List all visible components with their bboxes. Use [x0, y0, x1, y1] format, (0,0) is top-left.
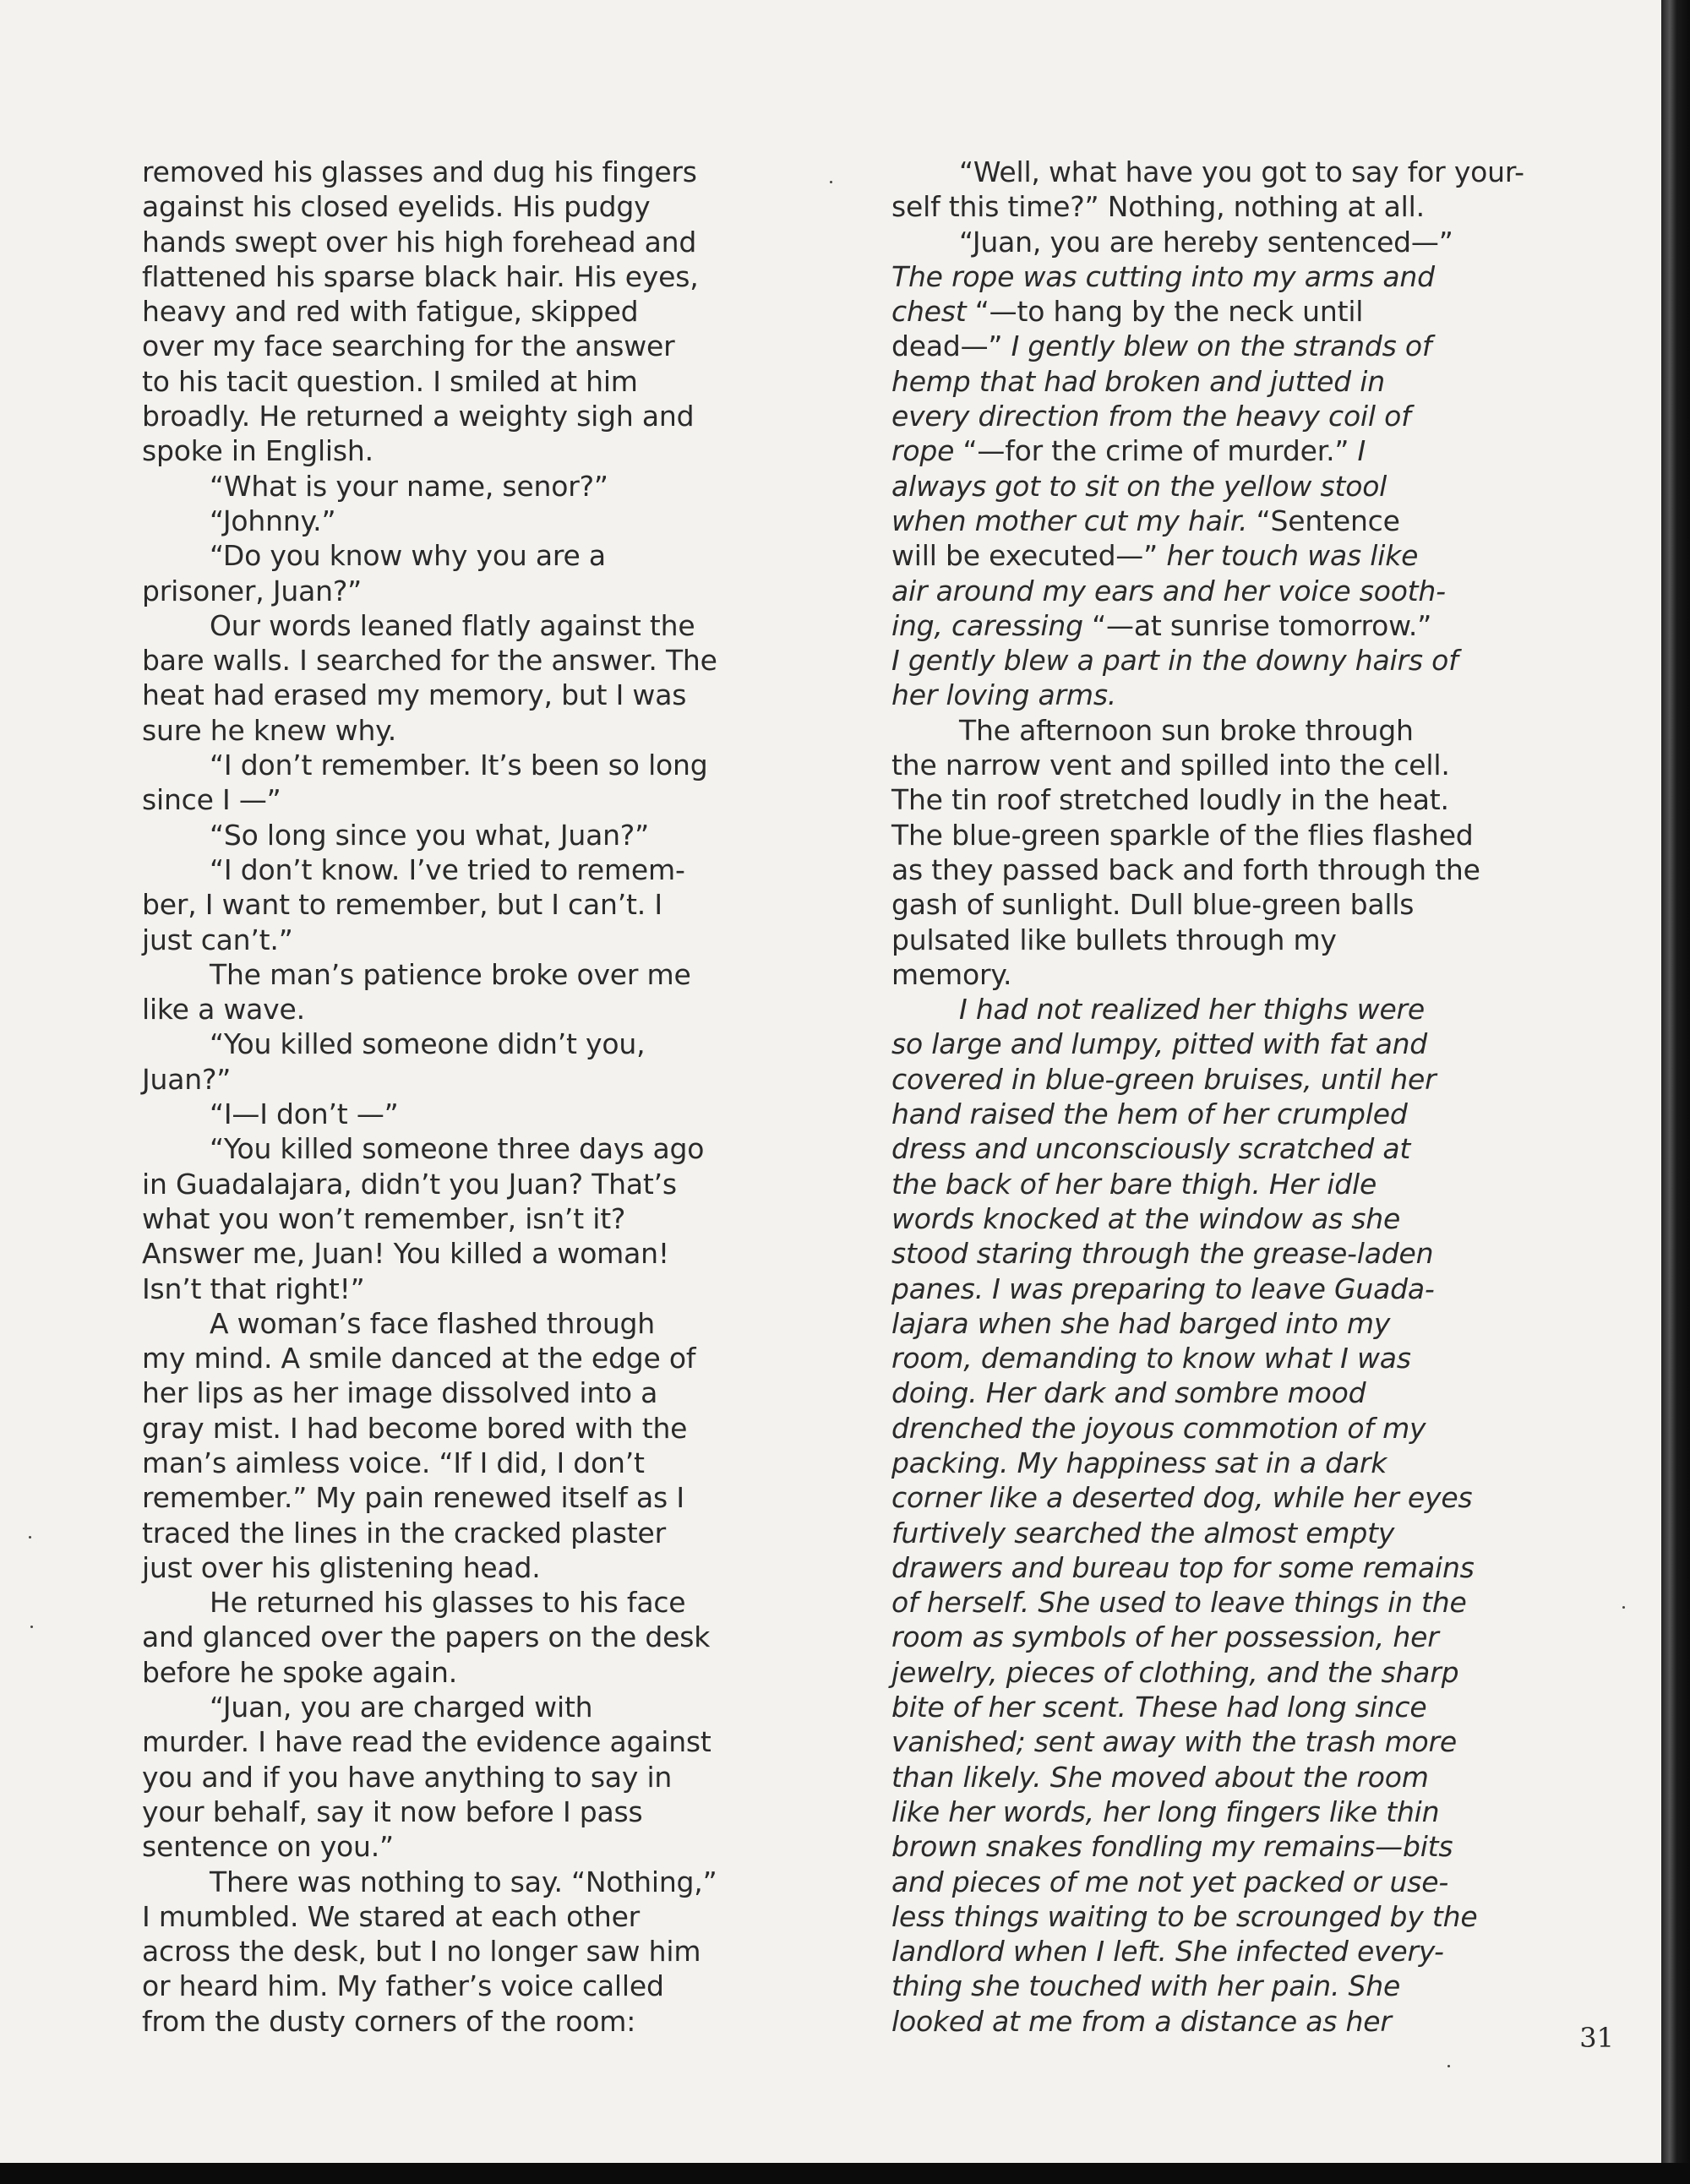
- text-line: [891, 992, 1534, 1027]
- italic-text-segment: words knocked at the window as she: [891, 1201, 1401, 1235]
- text-line: A woman’s face flashed through: [210, 1306, 655, 1340]
- text-segment: The afternoon sun broke through: [959, 713, 1414, 747]
- text-line: hands swept over his high forehead and: [142, 225, 697, 259]
- italic-text-segment: her loving arms.: [891, 678, 1117, 712]
- text-line: “What is your name, senor?”: [210, 469, 608, 503]
- italic-text-segment: her touch was like: [1166, 539, 1419, 573]
- text-line: [891, 1341, 1534, 1375]
- italic-text-segment: room as symbols of her possession, her: [891, 1620, 1439, 1654]
- text-line: [891, 1585, 1534, 1620]
- text-line: your behalf, say it now before I pass: [142, 1795, 643, 1828]
- italic-text-segment: jewelry, pieces of clothing, and the sharp: [891, 1655, 1459, 1689]
- text-line: what you won’t remember, isn’t it?: [142, 1201, 626, 1235]
- text-line: [891, 399, 1534, 433]
- italic-text-segment: corner like a deserted dog, while her eyes: [891, 1481, 1473, 1515]
- italic-text-segment: hand raised the hem of her crumpled: [891, 1097, 1408, 1131]
- italic-text-segment: furtively searched the almost empty: [891, 1516, 1395, 1549]
- text-line: [891, 1201, 1534, 1236]
- italic-text-segment: rope: [891, 434, 955, 468]
- text-line: [891, 1062, 1534, 1097]
- text-line: man’s aimless voice. “If I did, I don’t: [142, 1446, 645, 1479]
- italic-text-segment: room, demanding to know what I was: [891, 1342, 1411, 1375]
- text-line: broadly. He returned a weighty sigh and: [142, 400, 695, 433]
- text-line: [891, 713, 1534, 748]
- text-segment: self this time?” Nothing, nothing at all.: [891, 190, 1425, 224]
- italic-text-segment: of herself. She used to leave things in the: [891, 1586, 1467, 1620]
- italic-text-segment: air around my ears and her voice sooth-: [891, 574, 1446, 607]
- text-line: There was nothing to say. “Nothing,”: [210, 1865, 717, 1898]
- text-line: The man’s patience broke over me: [210, 957, 691, 991]
- text-line: [891, 1131, 1534, 1166]
- text-line: [891, 504, 1534, 538]
- print-speck: [29, 1536, 31, 1539]
- text-line: [891, 782, 1534, 817]
- italic-text-segment: ing, caressing: [891, 608, 1083, 642]
- text-line: [891, 748, 1534, 782]
- italic-text-segment: and pieces of me not yet packed or use-: [891, 1865, 1449, 1898]
- print-speck: [1622, 1606, 1625, 1609]
- text-line: spoke in English.: [142, 434, 373, 468]
- text-line: [891, 1934, 1534, 1969]
- italic-text-segment: drawers and bureau top for some remains: [891, 1550, 1475, 1584]
- text-line: in Guadalajara, didn’t you Juan? That’s: [142, 1167, 677, 1201]
- text-line: [891, 1829, 1534, 1864]
- text-segment: The tin roof stretched loudly in the heat.: [891, 783, 1449, 817]
- right-text-column: [891, 155, 1534, 2039]
- text-line: prisoner, Juan?”: [142, 574, 363, 607]
- italic-text-segment: hemp that had broken and jutted in: [891, 364, 1385, 398]
- text-line: like a wave.: [142, 993, 305, 1027]
- text-line: “So long since you what, Juan?”: [210, 818, 650, 852]
- text-line: “Johnny.”: [210, 504, 336, 537]
- italic-text-segment: every direction from the heavy coil of: [891, 400, 1411, 433]
- text-segment: the narrow vent and spilled into the cell.: [891, 749, 1450, 782]
- text-line: “You killed someone three days ago: [210, 1132, 705, 1166]
- text-line: I mumbled. We stared at each other: [142, 1899, 641, 1933]
- text-line: [891, 364, 1534, 399]
- italic-text-segment: I had not realized her thighs were: [959, 993, 1426, 1027]
- text-line: [891, 259, 1534, 294]
- text-line: [891, 1027, 1534, 1061]
- text-segment: as they passed back and forth through the: [891, 852, 1480, 886]
- text-segment: “Well, what have you got to say for your-: [959, 155, 1524, 188]
- text-line: [891, 1760, 1534, 1795]
- text-line: heat had erased my memory, but I was: [142, 678, 687, 712]
- page-gutter-edge: [1661, 0, 1690, 2163]
- text-line: “I—I don’t —”: [210, 1097, 399, 1131]
- text-line: [891, 1620, 1534, 1654]
- italic-text-segment: like her words, her long fingers like thin: [891, 1795, 1440, 1828]
- text-line: across the desk, but I no longer saw him: [142, 1935, 701, 1969]
- text-segment: gash of sunlight. Dull blue-green balls: [891, 888, 1415, 922]
- print-speck: [830, 181, 832, 183]
- print-speck: [1447, 2065, 1450, 2067]
- italic-text-segment: I gently blew a part in the downy hairs of: [891, 644, 1458, 678]
- text-line: since I —”: [142, 783, 281, 817]
- italic-text-segment: chest: [891, 295, 967, 329]
- text-line: before he spoke again.: [142, 1655, 458, 1689]
- text-segment: The blue-green sparkle of the flies flashed: [891, 818, 1474, 852]
- text-line: bare walls. I searched for the answer. The: [142, 644, 717, 678]
- italic-text-segment: covered in blue-green bruises, until her: [891, 1062, 1436, 1096]
- text-line: or heard him. My father’s voice called: [142, 1969, 664, 2003]
- text-segment: “—at sunrise tomorrow.”: [1082, 608, 1432, 642]
- text-line: [891, 1236, 1534, 1271]
- text-line: [891, 957, 1534, 992]
- text-line: heavy and red with fatigue, skipped: [142, 295, 639, 329]
- text-line: [891, 852, 1534, 887]
- text-line: Answer me, Juan! You killed a woman!: [142, 1237, 669, 1271]
- text-line: [891, 189, 1534, 224]
- italic-text-segment: than likely. She moved about the room: [891, 1760, 1429, 1794]
- text-line: over my face searching for the answer: [142, 330, 675, 363]
- text-segment: “—to hang by the neck until: [966, 295, 1364, 329]
- text-line: removed his glasses and dug his fingers: [142, 155, 697, 188]
- text-line: [891, 1272, 1534, 1306]
- text-segment: will be executed—”: [891, 539, 1167, 573]
- text-line: [891, 1306, 1534, 1341]
- italic-text-segment: I gently blew on the strands of: [1011, 330, 1432, 363]
- text-line: [891, 887, 1534, 922]
- text-line: [891, 1655, 1534, 1690]
- text-line: [891, 329, 1534, 363]
- text-line: [891, 1480, 1534, 1515]
- text-line: [891, 1167, 1534, 1201]
- text-line: [891, 1550, 1534, 1585]
- text-line: my mind. A smile danced at the edge of: [142, 1342, 696, 1375]
- text-line: [891, 538, 1534, 573]
- text-line: [891, 1795, 1534, 1829]
- text-line: [891, 923, 1534, 957]
- text-line: traced the lines in the cracked plaster: [142, 1516, 667, 1549]
- italic-text-segment: dress and unconsciously scratched at: [891, 1132, 1411, 1166]
- text-line: [891, 1411, 1534, 1446]
- text-line: remember.” My pain renewed itself as I: [142, 1481, 684, 1515]
- text-line: [891, 643, 1534, 678]
- text-line: sure he knew why.: [142, 713, 397, 747]
- italic-text-segment: less things waiting to be scrounged by the: [891, 1899, 1478, 1933]
- italic-text-segment: lajara when she had barged into my: [891, 1306, 1391, 1340]
- text-line: Juan?”: [142, 1062, 232, 1096]
- text-line: murder. I have read the evidence against: [142, 1725, 711, 1759]
- text-line: [891, 574, 1534, 608]
- text-line: from the dusty corners of the room:: [142, 2004, 636, 2038]
- text-line: “I don’t know. I’ve tried to remem-: [210, 852, 685, 886]
- text-line: [891, 469, 1534, 504]
- text-line: gray mist. I had become bored with the: [142, 1411, 688, 1445]
- text-line: Our words leaned flatly against the: [210, 608, 695, 642]
- text-line: [891, 1375, 1534, 1410]
- text-line: [891, 1724, 1534, 1759]
- text-line: [891, 608, 1534, 643]
- text-line: just over his glistening head.: [142, 1550, 541, 1584]
- text-line: you and if you have anything to say in: [142, 1760, 673, 1794]
- italic-text-segment: brown snakes fondling my remains—bits: [891, 1830, 1453, 1864]
- italic-text-segment: vanished; sent away with the trash more: [891, 1725, 1457, 1759]
- italic-text-segment: stood staring through the grease-laden: [891, 1237, 1434, 1271]
- italic-text-segment: thing she touched with her pain. She: [891, 1969, 1401, 2003]
- text-line: sentence on you.”: [142, 1830, 394, 1864]
- italic-text-segment: landlord when I left. She infected every-: [891, 1935, 1444, 1969]
- text-line: [891, 1446, 1534, 1480]
- text-line: [891, 225, 1534, 259]
- italic-text-segment: drenched the joyous commotion of my: [891, 1411, 1426, 1445]
- text-line: “Do you know why you are a: [210, 539, 606, 573]
- italic-text-segment: when mother cut my hair.: [891, 504, 1248, 537]
- italic-text-segment: so large and lumpy, pitted with fat and: [891, 1027, 1428, 1061]
- text-line: [891, 1690, 1534, 1724]
- left-text-column: [142, 155, 784, 2039]
- italic-text-segment: the back of her bare thigh. Her idle: [891, 1167, 1377, 1201]
- text-line: Isn’t that right!”: [142, 1272, 365, 1305]
- text-line: “Juan, you are charged with: [210, 1691, 593, 1724]
- text-line: [891, 2004, 1534, 2039]
- italic-text-segment: looked at me from a distance as her: [891, 2004, 1392, 2038]
- italic-text-segment: panes. I was preparing to leave Guada-: [891, 1272, 1435, 1305]
- text-line: “You killed someone didn’t you,: [210, 1027, 646, 1061]
- text-line: [891, 818, 1534, 852]
- text-line: [891, 433, 1534, 468]
- text-line: just can’t.”: [142, 923, 293, 956]
- italic-text-segment: The rope was cutting into my arms and: [891, 259, 1435, 293]
- print-speck: [30, 1626, 33, 1628]
- text-segment: pulsated like bullets through my: [891, 923, 1337, 956]
- text-line: [891, 1899, 1534, 1934]
- text-line: He returned his glasses to his face: [210, 1586, 686, 1620]
- text-line: flattened his sparse black hair. His eyes,: [142, 259, 699, 293]
- text-line: [891, 155, 1534, 189]
- page-number: 31: [1579, 2022, 1614, 2054]
- text-line: [891, 1097, 1534, 1131]
- text-line: and glanced over the papers on the desk: [142, 1620, 711, 1654]
- italic-text-segment: bite of her scent. These had long since: [891, 1691, 1427, 1724]
- text-line: [891, 1516, 1534, 1550]
- text-segment: dead—”: [891, 330, 1011, 363]
- text-line: her lips as her image dissolved into a: [142, 1376, 658, 1410]
- italic-text-segment: doing. Her dark and sombre mood: [891, 1376, 1366, 1410]
- text-line: [891, 678, 1534, 712]
- text-segment: “—for the crime of murder.”: [954, 434, 1358, 468]
- text-segment: “Sentence: [1247, 504, 1400, 537]
- text-segment: memory.: [891, 957, 1012, 991]
- text-line: [891, 294, 1534, 329]
- text-line: against his closed eyelids. His pudgy: [142, 190, 651, 224]
- text-line: to his tacit question. I smiled at him: [142, 364, 638, 398]
- text-line: ber, I want to remember, but I can’t. I: [142, 888, 662, 922]
- text-segment: “Juan, you are hereby sentenced—”: [959, 225, 1453, 259]
- text-line: [891, 1969, 1534, 2003]
- text-line: “I don’t remember. It’s been so long: [210, 749, 708, 782]
- text-line: [891, 1865, 1534, 1899]
- italic-text-segment: always got to sit on the yellow stool: [891, 469, 1387, 503]
- italic-text-segment: I: [1357, 434, 1366, 468]
- italic-text-segment: packing. My happiness sat in a dark: [891, 1446, 1387, 1479]
